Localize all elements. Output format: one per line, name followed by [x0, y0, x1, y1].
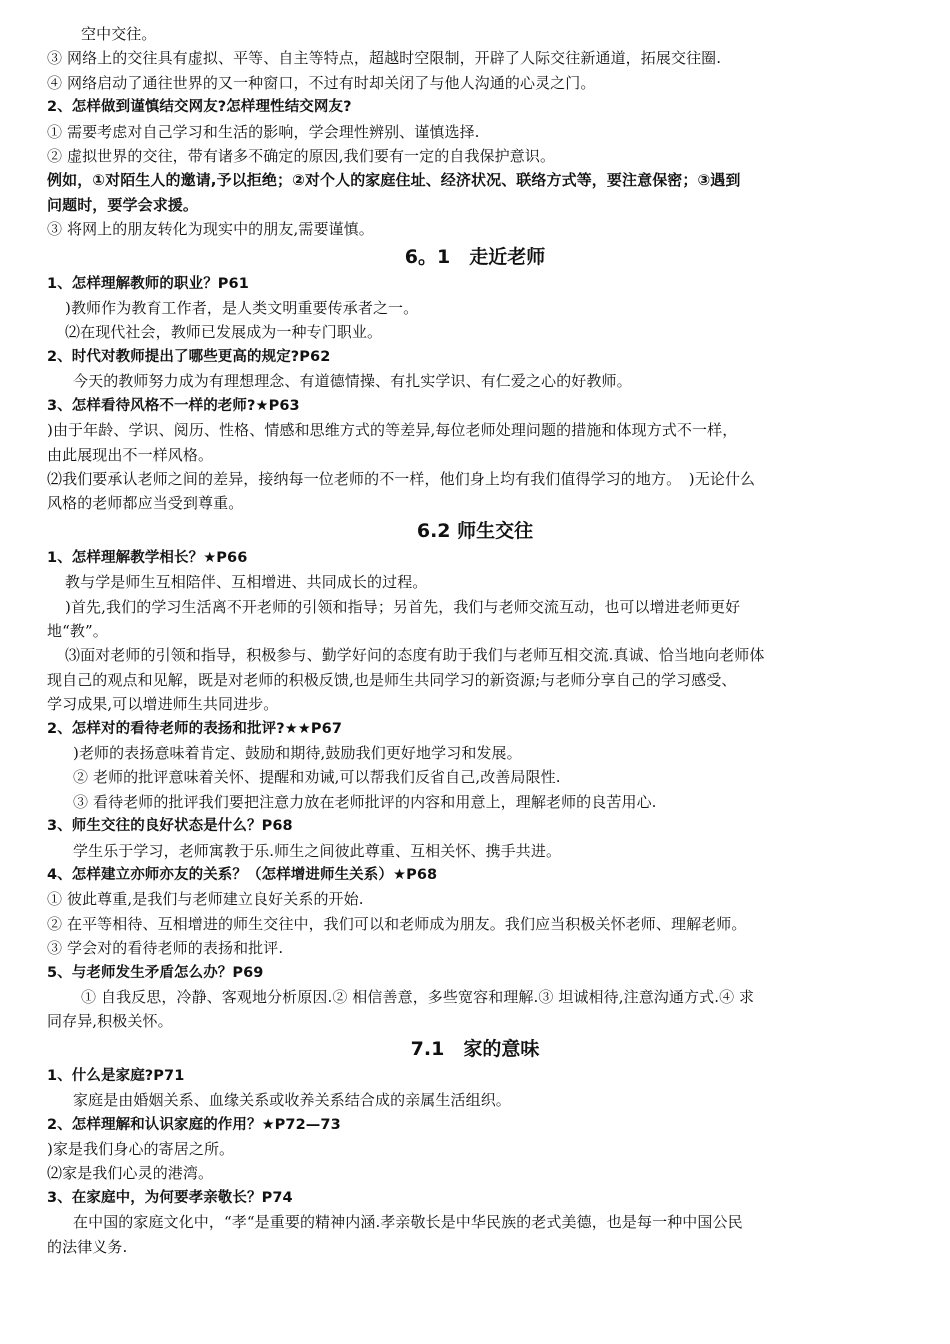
- paragraph-line: ① 自我反思，冷静、客观地分析原因.② 相信善意，多些宽容和理解.③ 坦诚相待,注意沟通方式.④ 求: [81, 988, 755, 1007]
- paragraph-line: 空中交往。: [81, 25, 157, 43]
- paragraph-line: 在中国的家庭文化中，“孝“是重要的精神内涵.孝亲敬长是中华民族的老式美德，也是每一种中国公民: [73, 1213, 743, 1232]
- section-heading: 6.2 师生交往: [416, 519, 534, 542]
- paragraph-line: )首先,我们的学习生活离不开老师的引领和指导；另首先，我们与老师交流互动，也可以增进老师更好: [65, 597, 741, 616]
- question-heading: 2、怎样理解和认识家庭的作用？★P72—73: [47, 1116, 341, 1133]
- question-heading: 3、怎样看待风格不一样的老师?★P63: [47, 397, 300, 414]
- paragraph-line: )老师的表扬意味着肯定、鼓励和期待,鼓励我们更好地学习和发展。: [73, 743, 522, 762]
- paragraph-line: 今天的教师努力成为有理想理念、有道德情操、有扎实学识、有仁爱之心的好教师。: [73, 372, 632, 391]
- question-heading: 2、时代对教师提出了哪些更高的规定?P62: [47, 348, 331, 365]
- paragraph-line: ③ 看待老师的批评我们要把注意力放在老师批评的内容和用意上，理解老师的良苦用心.: [73, 792, 657, 811]
- paragraph-line: 学生乐于学习，老师寓教于乐.师生之间彼此尊重、互相关怀、携手共进。: [73, 841, 562, 860]
- section-heading: 7.1 家的意味: [410, 1037, 540, 1060]
- paragraph-line: ④ 网络启动了通往世界的又一种窗口，不过有时却关闭了与他人沟通的心灵之门。: [47, 73, 596, 92]
- paragraph-line: 教与学是师生互相陪伴、互相增进、共同成长的过程。: [65, 573, 428, 592]
- question-heading: 3、在家庭中，为何要孝亲敬长？P74: [47, 1189, 293, 1206]
- paragraph-line: ① 需要考虑对自己学习和生活的影响，学会理性辨别、谨慎选择.: [47, 122, 480, 141]
- paragraph-line: ② 在平等相待、互相增进的师生交往中，我们可以和老师成为朋友。我们应当积极关怀老师、理解老师。: [47, 914, 747, 933]
- paragraph-line: 的法律义务.: [47, 1237, 128, 1256]
- paragraph-line: 由此展现出不一样风格。: [47, 445, 214, 464]
- question-heading: 2、怎样对的看待老师的表扬和批评?★★P67: [47, 720, 343, 737]
- question-heading: 1、怎样理解教学相长？★P66: [47, 549, 248, 566]
- section-heading: 6。1 走近老师: [404, 245, 546, 268]
- paragraph-line: ③ 网络上的交往具有虚拟、平等、自主等特点，超越时空限制，开辟了人际交往新通道，拓展交往圈.: [47, 49, 722, 68]
- question-heading: 2、怎样做到谨慎结交网友?怎样理性结交网友?: [47, 99, 352, 116]
- document-page: [0, 22, 950, 1259]
- paragraph-line: ⑵在现代社会，教师已发展成为一种专门职业。: [65, 323, 383, 342]
- question-heading: 5、与老师发生矛盾怎么办？P69: [47, 964, 264, 981]
- paragraph-line: ③ 学会对的看待老师的表扬和批评.: [47, 939, 284, 958]
- paragraph-line: 学习成果,可以增进师生共同进步。: [47, 695, 279, 714]
- paragraph-line: 家庭是由婚姻关系、血缘关系或收养关系结合成的亲属生活组织。: [73, 1091, 511, 1110]
- paragraph-line: ② 虚拟世界的交往，带有诸多不确定的原因,我们要有一定的自我保护意识。: [47, 147, 556, 166]
- question-heading: 4、怎样建立亦师亦友的关系？（怎样增进师生关系）★P68: [47, 867, 438, 883]
- paragraph-line: 风格的老师都应当受到尊重。: [47, 494, 244, 513]
- question-heading: 1、怎样理解教师的职业？P61: [47, 275, 249, 292]
- bold-paragraph-line: 问题时，要学会求援。: [47, 195, 199, 214]
- paragraph-line: 地“教”。: [47, 621, 108, 640]
- paragraph-line: ② 老师的批评意味着关怀、提醒和劝诫,可以帮我们反省自己,改善局限性.: [73, 768, 561, 787]
- paragraph-line: ③ 将网上的朋友转化为现实中的朋友,需要谨慎。: [47, 220, 374, 239]
- paragraph-line: ⑵家是我们心灵的港湾。: [47, 1164, 214, 1183]
- question-heading: 3、师生交往的良好状态是什么？P68: [47, 818, 293, 835]
- paragraph-line: )由于年龄、学识、阅历、性格、情感和思维方式的等差异,每位老师处理问题的措施和体现方式不一样，: [47, 421, 738, 440]
- bold-paragraph-line: 例如，①对陌生人的邀请,予以拒绝；②对个人的家庭住址、经济状况、联络方式等，要注意保密；③遇到: [47, 171, 741, 190]
- paragraph-line: ⑶面对老师的引领和指导，积极参与、勤学好问的态度有助于我们与老师互相交流.真诚、恰当地向老师体: [65, 646, 765, 665]
- paragraph-line: ① 彼此尊重,是我们与老师建立良好关系的开始.: [47, 890, 364, 909]
- paragraph-line: 现自己的观点和见解，既是对老师的积极反馈,也是师生共同学习的新资源;与老师分享自己的学习感受、: [47, 670, 737, 689]
- paragraph-line: ⑵我们要承认老师之间的差异，接纳每一位老师的不一样，他们身上均有我们值得学习的地方。 )无论什么: [47, 469, 756, 488]
- paragraph-line: 同存异,积极关怀。: [47, 1012, 173, 1031]
- paragraph-line: )家是我们身心的寄居之所。: [47, 1140, 235, 1159]
- question-heading: 1、什么是家庭?P71: [47, 1067, 185, 1084]
- paragraph-line: )教师作为教育工作者，是人类文明重要传承者之一。: [65, 299, 419, 318]
